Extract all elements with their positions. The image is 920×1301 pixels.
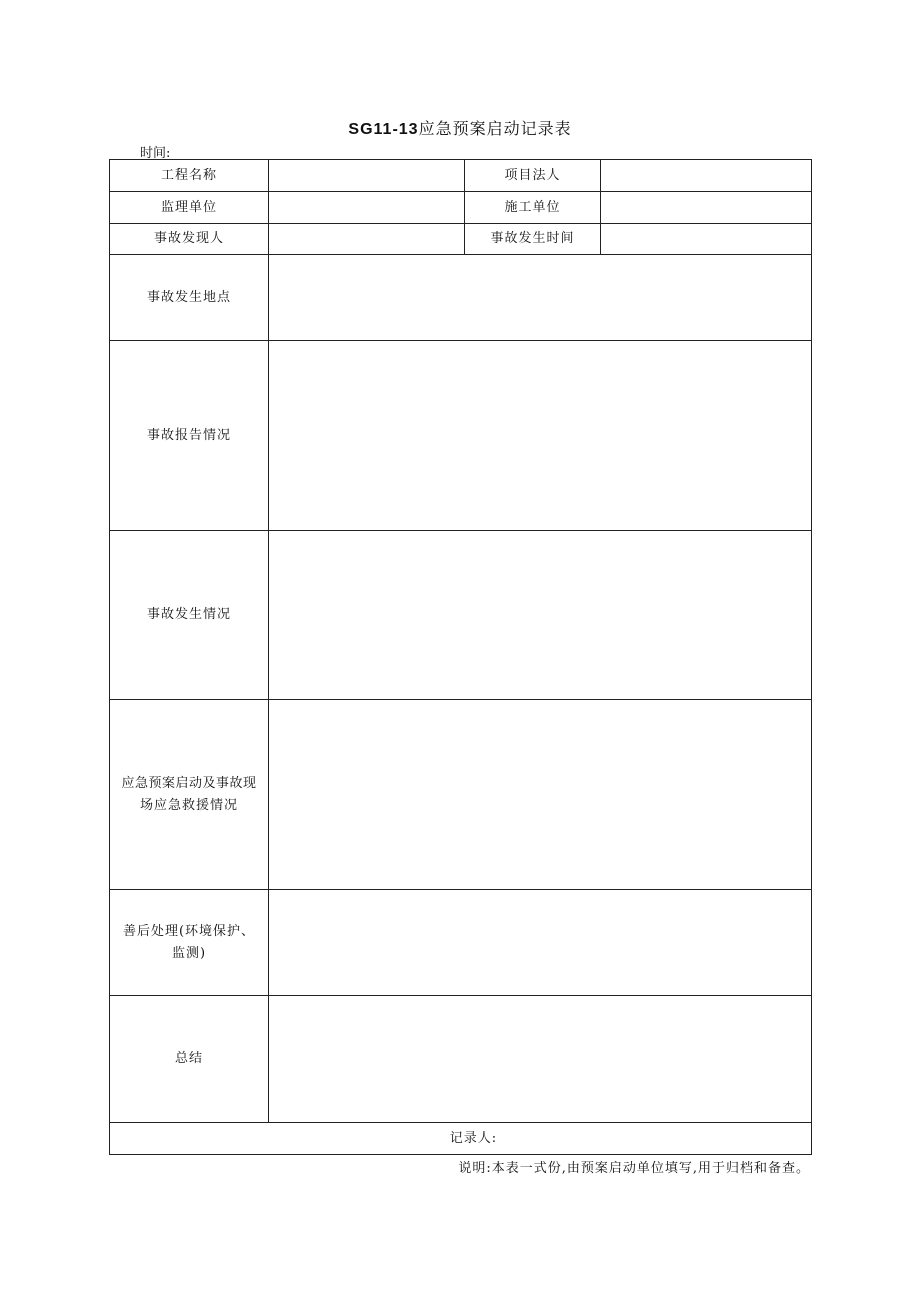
- row-recorder: [110, 1123, 812, 1155]
- project-name-field[interactable]: [269, 160, 465, 192]
- rescue-label-line1: 应急预案启动及事故现: [121, 775, 257, 791]
- contractor-field[interactable]: [601, 192, 812, 224]
- occurrence-field[interactable]: [269, 531, 812, 700]
- project-name-label: 工程名称: [110, 160, 269, 192]
- row-units: [110, 192, 812, 224]
- supervisor-label: 监理单位: [110, 192, 269, 224]
- project-legal-field[interactable]: [601, 160, 812, 192]
- rescue-label: [110, 700, 269, 890]
- summary-field[interactable]: [269, 996, 812, 1123]
- location-field[interactable]: [269, 255, 812, 341]
- report-field[interactable]: [269, 341, 812, 531]
- row-summary: [110, 996, 812, 1123]
- recorder-label: 记录人:: [449, 1130, 498, 1146]
- row-rescue: [110, 700, 812, 890]
- aftermath-label-line1: 善后处理(环境保护、: [122, 923, 256, 939]
- record-form-table: [109, 159, 812, 1155]
- occur-time-label: 事故发生时间: [465, 224, 601, 255]
- aftermath-label-line2: 监测): [171, 945, 207, 961]
- aftermath-field[interactable]: [269, 890, 812, 996]
- row-discovery: [110, 224, 812, 255]
- occur-time-field[interactable]: [601, 224, 812, 255]
- rescue-field[interactable]: [269, 700, 812, 890]
- supervisor-field[interactable]: [269, 192, 465, 224]
- project-legal-label: 项目法人: [465, 160, 601, 192]
- contractor-label: 施工单位: [465, 192, 601, 224]
- aftermath-label: [110, 890, 269, 996]
- time-label: 时间:: [140, 146, 171, 161]
- rescue-label-line2: 场应急救援情况: [139, 797, 238, 813]
- page-title: [0, 116, 920, 139]
- row-report: [110, 341, 812, 531]
- row-aftermath: [110, 890, 812, 996]
- report-label: 事故报告情况: [110, 341, 269, 531]
- form-code: SG11-13: [348, 121, 419, 138]
- footer-note: 说明:本表一式份,由预案启动单位填写,用于归档和备查。: [458, 1161, 810, 1176]
- recorder-cell[interactable]: [110, 1123, 812, 1155]
- form-title: 应急预案启动记录表: [418, 119, 572, 138]
- summary-label: 总结: [110, 996, 269, 1123]
- discoverer-field[interactable]: [269, 224, 465, 255]
- row-project: [110, 160, 812, 192]
- row-occurrence: [110, 531, 812, 700]
- discoverer-label: 事故发现人: [110, 224, 269, 255]
- row-location: [110, 255, 812, 341]
- location-label: 事故发生地点: [110, 255, 269, 341]
- occurrence-label: 事故发生情况: [110, 531, 269, 700]
